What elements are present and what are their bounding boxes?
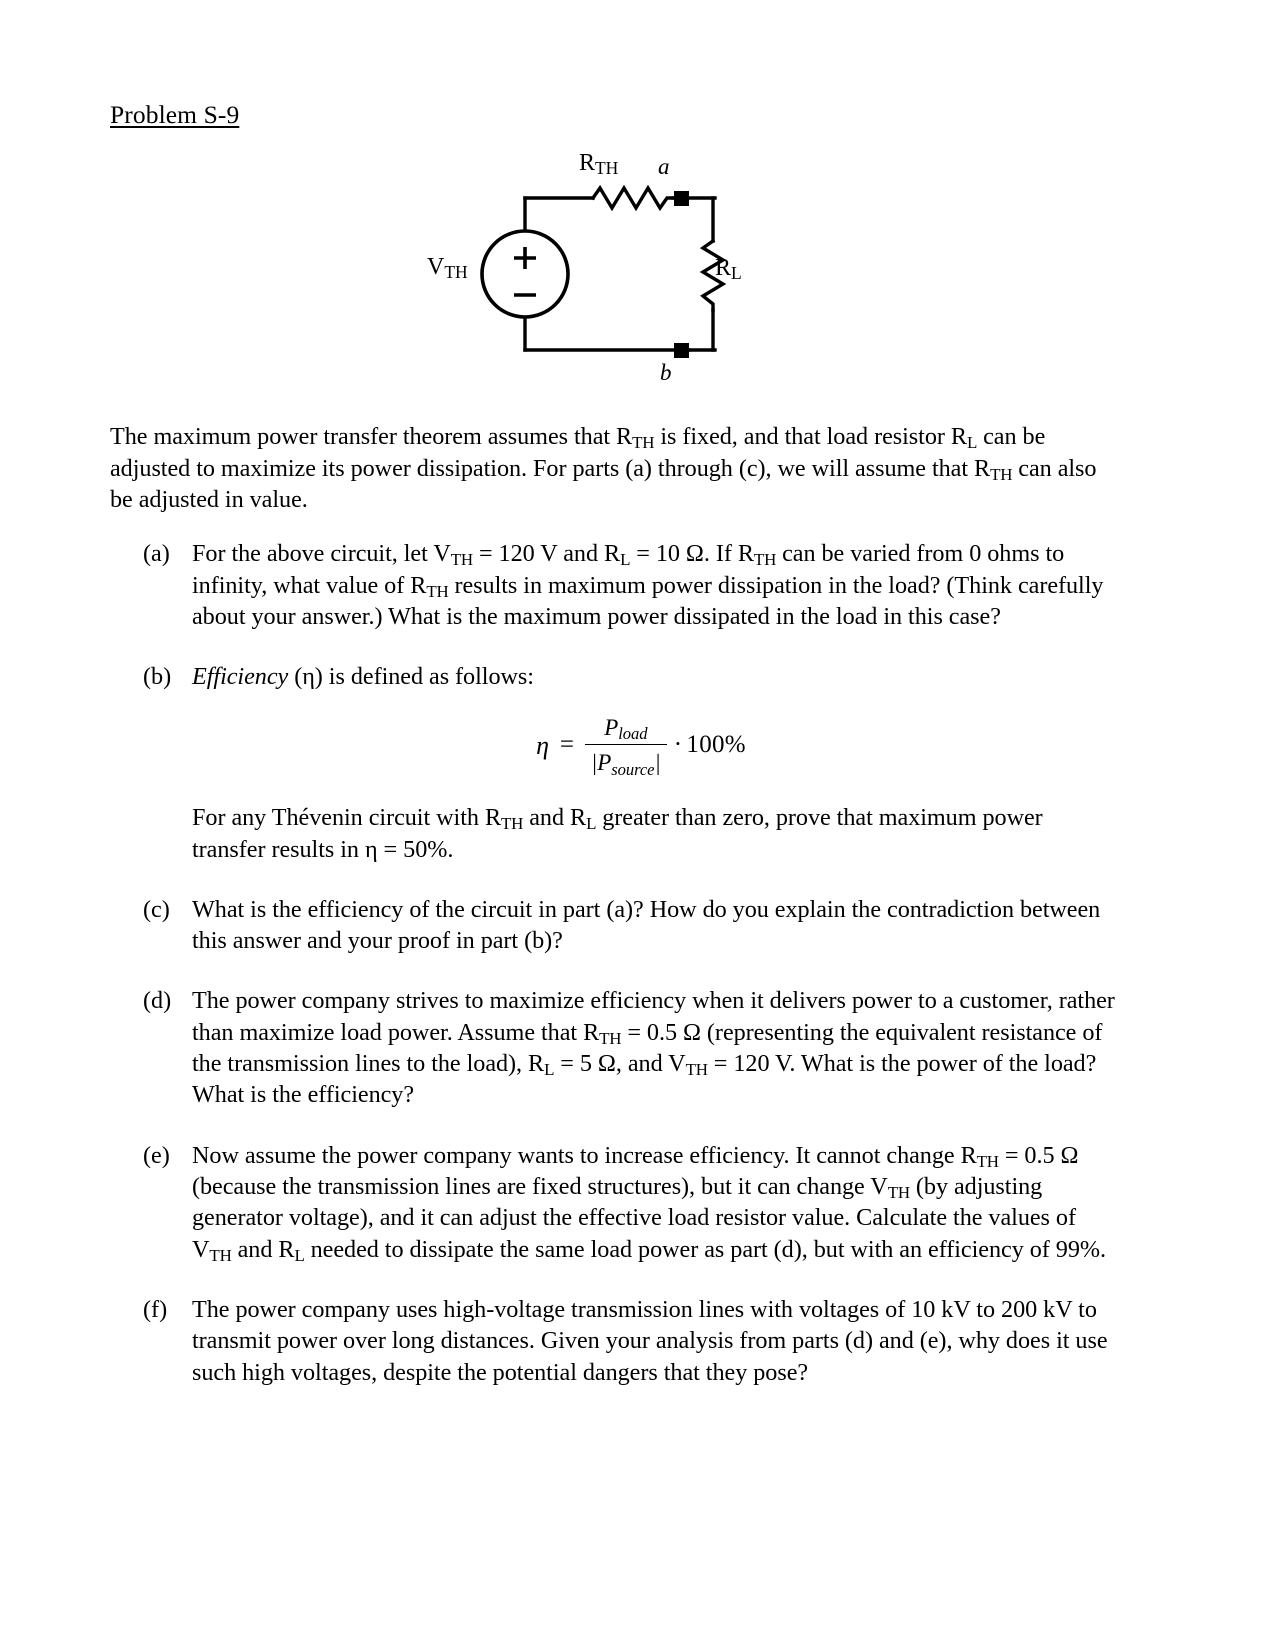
part-e-seg-2: = 0.5 Ω (because the transmission lines are fixed structures), but it can change V bbox=[192, 1141, 1079, 1201]
list-item-part-d bbox=[110, 985, 1120, 1110]
abs-bar-close: | bbox=[654, 750, 661, 776]
part-f-body: The power company uses high-voltage transmission lines with voltages of 10 kV to 200 kV to transmit power over long distances. Given your analysis from parts (d) and (e), why does it use such high voltages, despite the potential dangers that they pose? bbox=[192, 1296, 1108, 1386]
intro-seg-1: The maximum power transfer theorem assumes that R bbox=[110, 423, 633, 451]
efficiency-equation bbox=[192, 713, 1120, 779]
part-d-seg-4: = 120 V. What is the power of the load? What is the efficiency? bbox=[192, 1050, 1097, 1109]
part-a-seg-4: can be varied from 0 ohms to infinity, what value of R bbox=[192, 540, 1065, 599]
part-e-sub-3: TH bbox=[209, 1245, 232, 1265]
list-item-part-f bbox=[110, 1294, 1120, 1388]
part-e-seg-1: Now assume the power company wants to increase efficiency. It cannot change R bbox=[192, 1141, 977, 1169]
part-a-seg-5: results in maximum power dissipation in the load? (Think carefully about your answer.) What is the maximum power dissipated in the load in this case? bbox=[192, 571, 1104, 630]
circuit-diagram-container bbox=[110, 143, 1120, 403]
percent-100: 100% bbox=[686, 731, 746, 759]
part-b-seg-5: greater than zero, prove that maximum power transfer results in η = 50%. bbox=[192, 804, 1043, 863]
eta-symbol: η bbox=[536, 730, 549, 760]
intro-seg-2: is fixed, and that load resistor R bbox=[654, 423, 967, 451]
part-e-seg-4: and R bbox=[231, 1235, 295, 1263]
part-a-seg-3: = 10 Ω. If R bbox=[630, 540, 754, 568]
page-title: Problem S-9 bbox=[110, 100, 240, 129]
part-e-sub-4: L bbox=[294, 1245, 305, 1265]
part-b-seg-2: (η) is defined as follows: bbox=[288, 663, 534, 691]
list-item-part-a bbox=[110, 538, 1120, 632]
p-load-subscript: load bbox=[618, 723, 648, 743]
part-a-sub-2: L bbox=[620, 550, 631, 570]
part-a-body bbox=[192, 538, 1120, 632]
intro-sub-1: TH bbox=[632, 433, 655, 453]
voltage-source-circle bbox=[482, 231, 568, 317]
part-e-body bbox=[192, 1140, 1120, 1265]
efficiency-term: Efficiency bbox=[192, 663, 289, 691]
part-b-sub-4: L bbox=[586, 814, 597, 834]
equation-tail bbox=[674, 729, 746, 761]
part-e-seg-3: (by adjusting generator voltage), and it can adjust the effective load resistor value. Calculate the values of V bbox=[192, 1173, 1076, 1263]
label-node-b: b bbox=[660, 360, 672, 386]
part-a-sub-1: TH bbox=[450, 550, 473, 570]
part-e-seg-5: needed to dissipate the same load power as part (d), but with an efficiency of 99%. bbox=[304, 1235, 1106, 1263]
part-a-seg-1: For the above circuit, let V bbox=[192, 540, 451, 568]
multiplication-dot: · bbox=[673, 731, 683, 759]
part-b-seg-4: and R bbox=[523, 804, 587, 832]
part-d-seg-3: = 5 Ω, and V bbox=[554, 1050, 686, 1078]
part-c-body: What is the efficiency of the circuit in part (a)? How do you explain the contradiction between this answer and your proof in part (b)? bbox=[192, 895, 1101, 955]
label-vth: $V_{TH}$ bbox=[427, 254, 468, 283]
part-b-intro-line bbox=[192, 661, 1120, 692]
part-d-body bbox=[192, 985, 1120, 1110]
part-d-sub-2: L bbox=[544, 1060, 555, 1080]
equals-symbol: = bbox=[559, 731, 574, 759]
list-item-part-b bbox=[110, 661, 1120, 865]
label-rl: $R_L$ bbox=[715, 255, 742, 284]
part-d-marker: (d) bbox=[143, 987, 172, 1015]
part-b-marker: (b) bbox=[143, 663, 172, 691]
circuit-svg bbox=[415, 143, 815, 403]
p-source-subscript: source bbox=[611, 759, 655, 779]
label-rth: $R_{TH}$ bbox=[579, 150, 619, 179]
part-d-sub-1: TH bbox=[599, 1028, 622, 1048]
intro-paragraph bbox=[110, 421, 1120, 515]
fraction-numerator bbox=[598, 713, 653, 745]
fraction-denominator bbox=[585, 744, 667, 778]
part-a-marker: (a) bbox=[143, 540, 170, 568]
intro-seg-4: can also be adjusted in value. bbox=[110, 454, 1097, 513]
part-a-seg-2: = 120 V and R bbox=[472, 540, 621, 568]
terminal-node-b bbox=[674, 343, 689, 358]
efficiency-fraction bbox=[585, 713, 667, 779]
part-f-marker: (f) bbox=[143, 1296, 168, 1324]
resistor-rth-symbol bbox=[593, 188, 673, 208]
problem-parts-list bbox=[110, 538, 1120, 1388]
p-source-symbol: P bbox=[597, 750, 612, 776]
part-b-body bbox=[192, 661, 1120, 865]
part-b-proof-line bbox=[192, 802, 1120, 865]
intro-sub-2: L bbox=[966, 433, 978, 453]
list-item-part-e bbox=[110, 1140, 1120, 1265]
part-d-seg-1: The power company strives to maximize efficiency when it delivers power to a customer, rather than maximize load power. Assume that R bbox=[192, 987, 1115, 1046]
part-d-sub-3: TH bbox=[685, 1060, 708, 1080]
part-e-sub-1: TH bbox=[976, 1151, 999, 1171]
label-node-a: a bbox=[658, 154, 670, 180]
part-a-sub-4: TH bbox=[426, 581, 449, 601]
list-item-part-c bbox=[110, 894, 1120, 957]
part-c-marker: (c) bbox=[143, 895, 170, 923]
intro-seg-3: can be adjusted to maximize its power dissipation. For parts (a) through (c), we will assume that R bbox=[110, 423, 1046, 482]
terminal-node-a bbox=[674, 191, 689, 206]
part-a-sub-3: TH bbox=[753, 550, 777, 570]
part-b-seg-3: For any Thévenin circuit with R bbox=[192, 804, 502, 832]
part-d-seg-2: = 0.5 Ω (representing the equivalent resistance of the transmission lines to the load), R bbox=[192, 1018, 1103, 1078]
abs-bar-open: | bbox=[590, 750, 598, 776]
part-e-marker: (e) bbox=[143, 1141, 170, 1169]
thevenin-circuit-diagram bbox=[415, 143, 815, 403]
p-load-symbol: P bbox=[604, 714, 619, 740]
part-e-sub-2: TH bbox=[887, 1183, 910, 1203]
part-b-sub-3: TH bbox=[501, 814, 524, 834]
intro-sub-3: TH bbox=[990, 464, 1013, 484]
